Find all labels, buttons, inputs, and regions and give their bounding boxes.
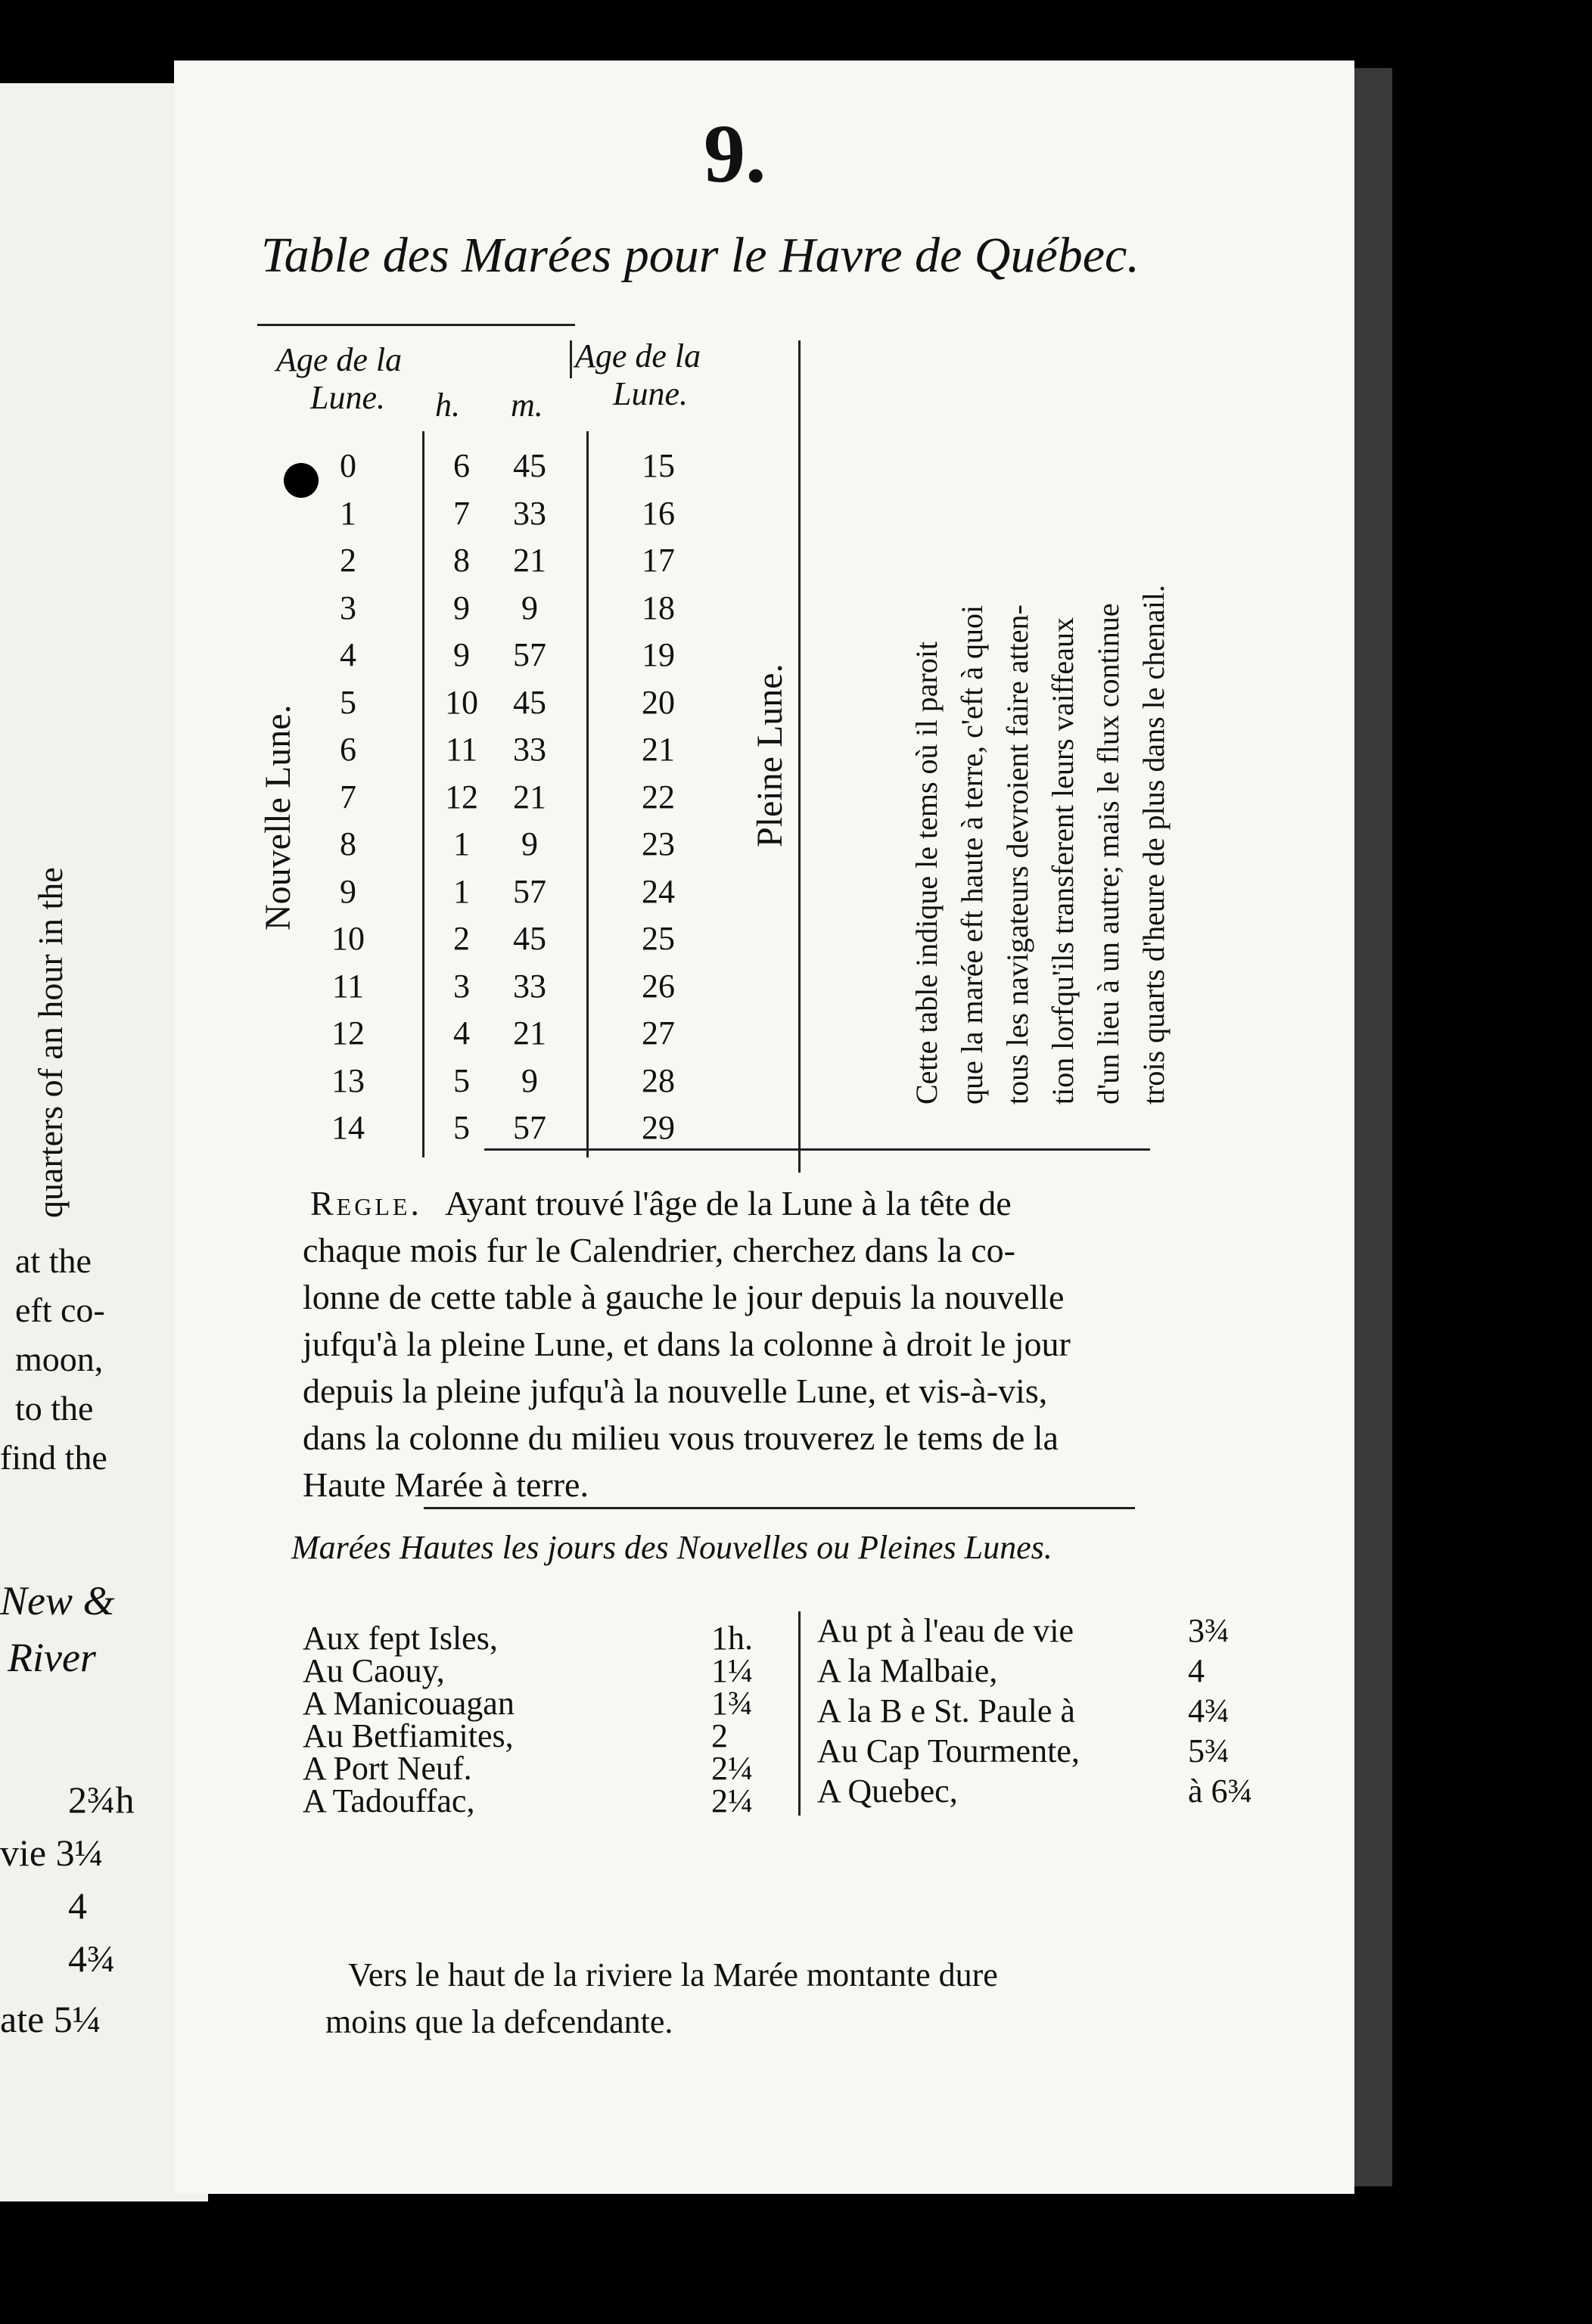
tide-time: 2¼ <box>711 1782 753 1819</box>
left-page-value: ate 5¼ <box>0 1998 101 2040</box>
side-note-line: Cette table indique le tems où il paroit <box>909 641 944 1105</box>
age-full-cell: 29 <box>642 1109 675 1146</box>
age-new-cell: 13 <box>331 1061 365 1099</box>
footer-line: moins que la defcendante. <box>325 2003 673 2040</box>
minutes-cell: 57 <box>513 636 546 673</box>
hours-cell: 5 <box>453 1061 470 1099</box>
tide-time: 4¾ <box>1188 1692 1230 1729</box>
left-page-line: eft co- <box>15 1291 105 1329</box>
age-full-cell: 24 <box>642 872 675 910</box>
header-age-right: Lune. <box>613 375 688 412</box>
age-new-cell: 1 <box>340 494 356 532</box>
left-page-line: moon, <box>15 1340 104 1378</box>
age-full-cell: 16 <box>642 494 675 532</box>
left-page-vertical-text: quarters of an hour in the <box>31 867 70 1218</box>
minutes-cell: 21 <box>513 778 546 816</box>
hours-cell: 7 <box>453 494 470 532</box>
footer-line: Vers le haut de la riviere la Marée montante dure <box>348 1956 998 1993</box>
hours-cell: 11 <box>445 731 478 768</box>
hours-cell: 12 <box>445 778 478 816</box>
left-page-line: at the <box>15 1241 92 1280</box>
column-rule <box>422 431 424 1157</box>
hours-cell: 4 <box>453 1014 470 1052</box>
new-moon-icon <box>284 463 319 498</box>
page-title: Table des Marées pour le Havre de Québec. <box>261 228 1140 283</box>
age-full-cell: 17 <box>642 542 675 579</box>
age-new-cell: 10 <box>331 920 365 957</box>
tide-place: Au Cap Tourmente, <box>817 1732 1080 1769</box>
tide-place: A Tadouffac, <box>303 1782 475 1819</box>
age-new-cell: 4 <box>340 636 356 673</box>
tide-place: Au pt à l'eau de vie <box>817 1612 1074 1649</box>
hours-cell: 1 <box>453 825 470 862</box>
minutes-cell: 33 <box>513 731 546 768</box>
tide-place: A Quebec, <box>817 1773 958 1810</box>
age-full-cell: 19 <box>642 636 675 673</box>
age-new-cell: 3 <box>340 589 356 626</box>
header-age-left: Lune. <box>310 379 385 416</box>
age-full-cell: 23 <box>642 825 675 862</box>
header-minutes: m. <box>511 387 543 424</box>
tide-place: Au Betfiamites, <box>303 1717 514 1754</box>
hours-cell: 8 <box>453 542 470 579</box>
age-full-cell: 15 <box>642 447 675 484</box>
full-moon-label: Pleine Lune. <box>750 663 790 847</box>
age-new-cell: 11 <box>331 967 365 1005</box>
side-note-line: tion lorfqu'ils transferent leurs vaiffeaux <box>1046 617 1080 1105</box>
minutes-cell: 33 <box>513 494 546 532</box>
new-moon-label: Nouvelle Lune. <box>258 704 298 931</box>
tide-time: 5¾ <box>1188 1732 1230 1769</box>
age-full-cell: 21 <box>642 731 675 768</box>
rule-separator <box>424 1507 1135 1509</box>
minutes-cell: 33 <box>513 967 546 1005</box>
rule-paragraph <box>303 1180 1347 1508</box>
high-tides-title: Marées Hautes les jours des Nouvelles ou Pleines Lunes. <box>291 1529 1053 1566</box>
side-note <box>904 585 1177 1105</box>
rule-lead: Regle. <box>310 1184 422 1223</box>
hours-cell: 2 <box>453 920 470 957</box>
age-full-cell: 25 <box>642 920 675 957</box>
rule-line: Haute Marée à terre. <box>303 1465 589 1504</box>
rule-line: chaque mois fur le Calendrier, cherchez dans la co- <box>303 1231 1015 1269</box>
book-page <box>174 61 1354 2194</box>
tide-time: à 6¾ <box>1188 1773 1253 1810</box>
side-note-line: que la marée eft haute à terre, c'eft à quoi <box>955 604 989 1105</box>
minutes-cell: 21 <box>513 542 546 579</box>
age-new-cell: 0 <box>340 447 356 484</box>
tide-place: A la B e St. Paule à <box>817 1692 1075 1729</box>
age-full-cell: 20 <box>642 683 675 721</box>
tide-place: A Manicouagan <box>303 1685 515 1722</box>
left-page-heading: New & <box>0 1578 115 1623</box>
tide-time: 4 <box>1188 1652 1205 1689</box>
hours-cell: 9 <box>453 589 470 626</box>
rule-line: Ayant trouvé l'âge de la Lune à la tête de <box>444 1184 1012 1223</box>
column-rule <box>798 340 801 1173</box>
hours-cell: 9 <box>453 636 470 673</box>
age-new-cell: 12 <box>331 1014 365 1052</box>
side-note-line: trois quarts d'heure de plus dans le chenail. <box>1136 584 1171 1105</box>
age-full-cell: 22 <box>642 778 675 816</box>
tide-time: 2¼ <box>711 1750 753 1787</box>
age-new-cell: 8 <box>340 825 356 862</box>
age-new-cell: 2 <box>340 542 356 579</box>
left-page-line: to the <box>15 1389 94 1428</box>
hours-cell: 3 <box>453 967 470 1005</box>
age-new-cell: 9 <box>340 872 356 910</box>
hours-cell: 6 <box>453 447 470 484</box>
side-note-line: d'un lieu à un autre; mais le flux continue <box>1091 603 1125 1105</box>
minutes-cell: 45 <box>513 447 546 484</box>
rule-line: jufqu'à la pleine Lune, et dans la colonne à droit le jour <box>303 1325 1071 1363</box>
hours-cell: 10 <box>445 683 478 721</box>
tide-place: A Port Neuf. <box>303 1750 472 1787</box>
left-page-value: vie 3¼ <box>0 1832 104 1874</box>
rule-line: depuis la pleine jufqu'à la nouvelle Lune, et vis-à-vis, <box>303 1372 1048 1410</box>
age-new-cell: 6 <box>340 731 356 768</box>
tide-time: 1¾ <box>711 1685 753 1722</box>
age-new-cell: 5 <box>340 683 356 721</box>
tide-place: A la Malbaie, <box>817 1652 998 1689</box>
left-page-heading: River <box>8 1635 96 1680</box>
column-rule <box>798 1611 801 1816</box>
rule-separator <box>484 1148 1150 1151</box>
age-new-cell: 7 <box>340 778 356 816</box>
minutes-cell: 21 <box>513 1014 546 1052</box>
age-full-cell: 27 <box>642 1014 675 1052</box>
age-new-cell: 14 <box>331 1109 365 1146</box>
left-page-value: 2¾h <box>68 1779 135 1821</box>
left-page-line: find the <box>0 1438 107 1477</box>
minutes-cell: 45 <box>513 683 546 721</box>
age-full-cell: 18 <box>642 589 675 626</box>
column-rule <box>586 431 589 1157</box>
minutes-cell: 45 <box>513 920 546 957</box>
tide-place: Aux fept Isles, <box>303 1620 498 1657</box>
header-age-right: Age de la <box>575 337 701 374</box>
tide-time: 3¾ <box>1188 1612 1230 1649</box>
age-full-cell: 26 <box>642 967 675 1005</box>
header-hours: h. <box>435 387 460 424</box>
page-number: 9. <box>704 107 766 200</box>
left-page-value: 4¾ <box>68 1937 116 1980</box>
footer-note <box>325 1952 1362 2046</box>
title-rule <box>257 324 575 326</box>
tide-time: 1h. <box>711 1620 753 1657</box>
minutes-cell: 9 <box>521 589 538 626</box>
side-note-line: tous les navigateurs devroient faire atten- <box>1000 604 1034 1105</box>
rule-line: dans la colonne du milieu vous trouverez le tems de la <box>303 1418 1059 1457</box>
tide-time: 2 <box>711 1717 728 1754</box>
tide-time: 1¼ <box>711 1652 753 1689</box>
minutes-cell: 9 <box>521 825 538 862</box>
header-age-left: Age de la <box>276 341 403 378</box>
minutes-cell: 57 <box>513 1109 546 1146</box>
header-divider <box>570 340 572 378</box>
rule-line: lonne de cette table à gauche le jour depuis la nouvelle <box>303 1278 1065 1316</box>
hours-cell: 5 <box>453 1109 470 1146</box>
left-page-value: 4 <box>68 1884 87 1927</box>
hours-cell: 1 <box>453 872 470 910</box>
minutes-cell: 57 <box>513 872 546 910</box>
age-full-cell: 28 <box>642 1061 675 1099</box>
minutes-cell: 9 <box>521 1061 538 1099</box>
tide-place: Au Caouy, <box>303 1652 445 1689</box>
